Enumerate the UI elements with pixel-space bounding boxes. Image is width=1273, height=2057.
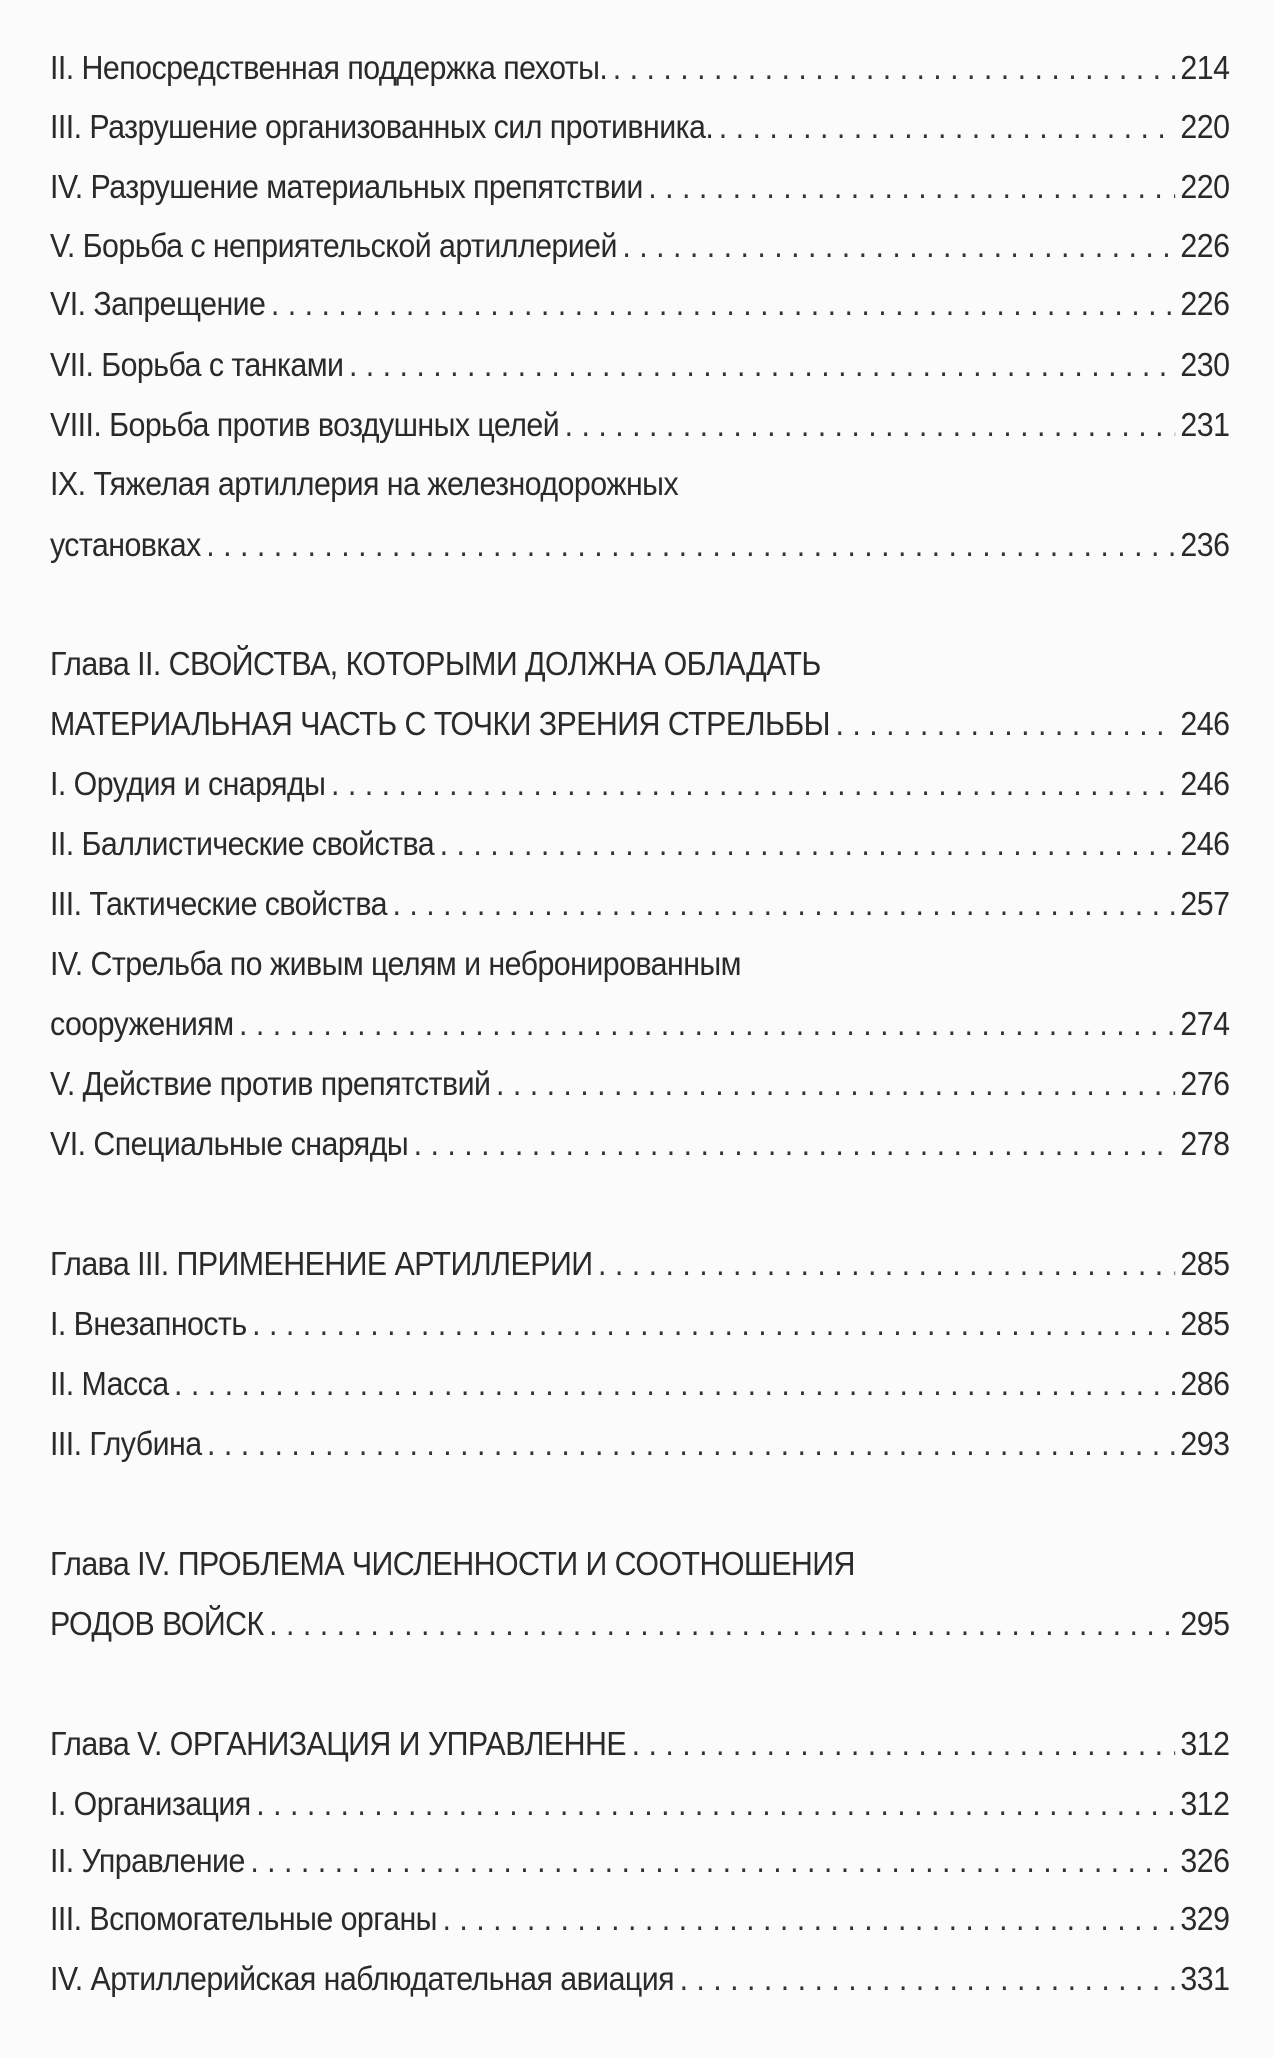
toc-entry-page-number: 274 <box>1180 1005 1230 1042</box>
toc-entry <box>50 1774 1229 1824</box>
toc-entry <box>50 754 1229 804</box>
toc-entry <box>50 97 1229 147</box>
toc-entry-page-number: 293 <box>1180 1425 1230 1462</box>
toc-entry-page-number: 326 <box>1180 1842 1230 1879</box>
toc-entry <box>50 874 1229 924</box>
toc-entry <box>50 814 1229 864</box>
dot-leader <box>174 1364 1175 1404</box>
dot-leader <box>680 1959 1175 1999</box>
toc-entry <box>50 1414 1229 1464</box>
toc-entry-title: III. Тактические свойства <box>50 885 387 922</box>
toc-entry <box>50 1889 1229 1939</box>
toc-entry-title: I. Орудия и снаряды <box>50 765 326 802</box>
toc-entry-page-number: 276 <box>1180 1065 1230 1102</box>
toc-entry-page-number: 312 <box>1180 1785 1230 1822</box>
dot-leader <box>269 1604 1175 1644</box>
toc-entry-page-number: 220 <box>1180 108 1230 145</box>
toc-entry <box>50 934 1229 984</box>
toc-entry <box>50 1714 1229 1764</box>
toc-entry-title: VI. Специальные снаряды <box>50 1125 409 1162</box>
toc-entry <box>50 1831 1229 1881</box>
toc-entry-title: IV. Артиллерийская наблюдательная авиация <box>50 1960 675 1997</box>
toc-entry-page-number: 286 <box>1180 1365 1230 1402</box>
dot-leader <box>442 1899 1174 1939</box>
toc-entry-page-number: 331 <box>1180 1960 1230 1997</box>
toc-entry-title: III. Глубина <box>50 1425 202 1462</box>
toc-entry-page-number: 230 <box>1180 346 1230 383</box>
toc-entry-title: I. Внезапность <box>50 1305 247 1342</box>
dot-leader <box>565 405 1175 445</box>
dot-leader <box>256 1784 1175 1824</box>
toc-entry-page-number: 257 <box>1180 885 1230 922</box>
toc-entry <box>50 1294 1229 1344</box>
dot-leader <box>252 1304 1175 1344</box>
toc-entry <box>50 335 1229 385</box>
toc-entry-page-number: 226 <box>1180 285 1230 322</box>
dot-leader <box>239 1004 1175 1044</box>
toc-entry-title: МАТЕРИАЛЬНАЯ ЧАСТЬ С ТОЧКИ ЗРЕНИЯ СТРЕЛЬБЫ <box>50 705 831 742</box>
dot-leader <box>331 764 1175 804</box>
dot-leader <box>598 1244 1175 1284</box>
toc-entry <box>50 1234 1229 1284</box>
toc-entry <box>50 1534 1229 1584</box>
toc-entry-page-number: 214 <box>1180 49 1230 86</box>
toc-entry-page-number: 231 <box>1180 406 1230 443</box>
toc-entry-title: Глава II. СВОЙСТВА, КОТОРЫМИ ДОЛЖНА ОБЛАДАТЬ <box>50 645 821 682</box>
dot-leader <box>632 1724 1175 1764</box>
toc-entry <box>50 395 1229 445</box>
toc-entry-page-number: 246 <box>1180 765 1230 802</box>
toc-entry <box>50 515 1229 565</box>
toc-entry <box>50 274 1229 324</box>
toc-entry-page-number: 278 <box>1180 1125 1230 1162</box>
dot-leader <box>414 1124 1175 1164</box>
dot-leader <box>207 1424 1175 1464</box>
dot-leader <box>440 824 1175 864</box>
toc-entry-title: IV. Разрушение материальных препятствии <box>50 168 643 205</box>
toc-entry <box>50 216 1229 266</box>
toc-entry-page-number: 285 <box>1180 1245 1230 1282</box>
toc-entry-title: установках <box>50 526 201 563</box>
dot-leader <box>206 525 1175 565</box>
dot-leader <box>250 1841 1175 1881</box>
dot-leader <box>648 167 1175 207</box>
toc-entry-page-number: 226 <box>1180 227 1230 264</box>
dot-leader <box>496 1064 1175 1104</box>
toc-entry-title: III. Разрушение организованных сил противника. <box>50 108 714 145</box>
toc-entry-title: II. Непосредственная поддержка пехоты. <box>50 49 608 86</box>
toc-entry <box>50 1949 1229 1999</box>
toc-entry <box>50 634 1229 684</box>
toc-entry-page-number: 295 <box>1180 1605 1230 1642</box>
toc-entry-title: IX. Тяжелая артиллерия на железнодорожных <box>50 465 679 502</box>
toc-entry <box>50 1354 1229 1404</box>
toc-entry-title: II. Баллистические свойства <box>50 825 435 862</box>
toc-entry-page-number: 285 <box>1180 1305 1230 1342</box>
toc-entry-title: V. Действие против препятствий <box>50 1065 491 1102</box>
toc-entry-title: III. Вспомогательные органы <box>50 1900 437 1937</box>
toc-entry <box>50 694 1229 744</box>
toc-entry-page-number: 220 <box>1180 168 1230 205</box>
toc-entry <box>50 454 1229 504</box>
dot-leader <box>613 48 1175 88</box>
toc-entry <box>50 1594 1229 1644</box>
toc-entry <box>50 38 1229 88</box>
toc-entry-title: сооружениям <box>50 1005 234 1042</box>
dot-leader <box>836 704 1175 744</box>
toc-entry-page-number: 246 <box>1180 825 1230 862</box>
dot-leader <box>349 345 1175 385</box>
toc-entry-title: Глава V. ОРГАНИЗАЦИЯ И УПРАВЛЕННЕ <box>50 1725 627 1762</box>
toc-entry-page-number: 236 <box>1180 526 1230 563</box>
toc-entry-title: V. Борьба с неприятельской артиллерией <box>50 227 617 264</box>
toc-entry-title: VIII. Борьба против воздушных целей <box>50 406 560 443</box>
dot-leader <box>392 884 1174 924</box>
toc-entry-title: II. Управление <box>50 1842 245 1879</box>
toc-entry-title: II. Масса <box>50 1365 169 1402</box>
dot-leader <box>271 284 1175 324</box>
toc-entry-page-number: 246 <box>1180 705 1230 742</box>
toc-entry-title: IV. Стрельба по живым целям и небронированным <box>50 945 742 982</box>
toc-entry-title: I. Организация <box>50 1785 251 1822</box>
toc-entry-title: Глава III. ПРИМЕНЕНИЕ АРТИЛЛЕРИИ <box>50 1245 593 1282</box>
toc-entry <box>50 1054 1229 1104</box>
dot-leader <box>622 226 1174 266</box>
toc-entry-title: VII. Борьба с танками <box>50 346 344 383</box>
toc-entry <box>50 994 1229 1044</box>
toc-entry-title: Глава IV. ПРОБЛЕМА ЧИСЛЕННОСТИ И СООТНОШЕНИЯ <box>50 1545 855 1582</box>
toc-entry <box>50 157 1229 207</box>
toc-entry-title: РОДОВ ВОЙСК <box>50 1605 264 1642</box>
toc-entry <box>50 1114 1229 1164</box>
toc-entry-page-number: 329 <box>1180 1900 1230 1937</box>
toc-entry-title: VI. Запрещение <box>50 285 266 322</box>
toc-entry-page-number: 312 <box>1180 1725 1230 1762</box>
dot-leader <box>719 107 1175 147</box>
